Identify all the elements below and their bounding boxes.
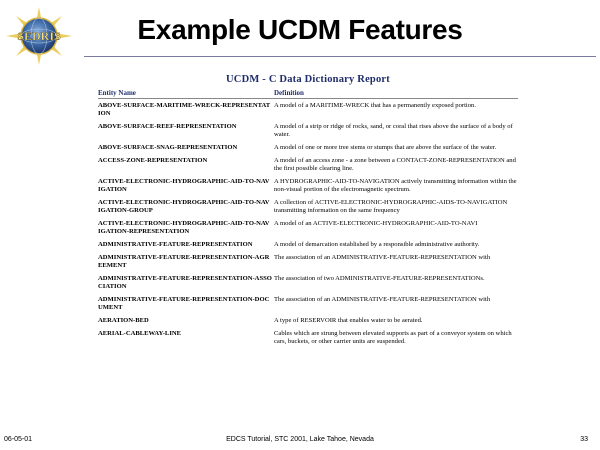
table-row <box>98 296 518 312</box>
entity-name-cell: ABOVE-SURFACE-SNAG-REPRESENTATION <box>98 144 238 151</box>
title-divider <box>84 56 596 57</box>
footer-page-number: 33 <box>580 436 588 443</box>
entity-name-cell: ACTIVE-ELECTRONIC-HYDROGRAPHIC-AID-TO-NAVIGATION-REPRESENTATION <box>98 220 270 235</box>
entity-name-cell: AERATION-BED <box>98 317 149 324</box>
logo-text: SEDRIS <box>17 29 61 43</box>
report-rows <box>98 102 518 346</box>
table-row <box>98 220 518 236</box>
table-row <box>98 157 518 173</box>
definition-cell: The association of an ADMINISTRATIVE-FEATURE-REPRESENTATION with <box>274 296 491 303</box>
column-header-entity-name: Entity Name <box>98 89 136 97</box>
report-title: UCDM - C Data Dictionary Report <box>226 74 390 85</box>
definition-cell: A model of one or more tree stems or stumps that are above the surface of the water. <box>274 144 497 151</box>
entity-name-cell: ACTIVE-ELECTRONIC-HYDROGRAPHIC-AID-TO-NAVIGATION-GROUP <box>98 199 270 214</box>
definition-cell: A type of RESERVOIR that enables water to be aerated. <box>274 317 423 324</box>
definition-cell: A collection of ACTIVE-ELECTRONIC-HYDROGRAPHIC-AIDS-TO-NAVIGATION transmitting information on the same frequency <box>274 199 508 214</box>
entity-name-cell: ADMINISTRATIVE-FEATURE-REPRESENTATION <box>98 241 253 248</box>
definition-cell: A model of an ACTIVE-ELECTRONIC-HYDROGRAPHIC-AID-TO-NAVI <box>274 220 478 227</box>
definition-cell: Cables which are strung between elevated supports as part of a conveyor system on which cars, buckets, or other carrier units are suspended. <box>274 330 512 345</box>
table-row <box>98 144 518 152</box>
report-column-headers <box>98 89 518 97</box>
entity-name-cell: ADMINISTRATIVE-FEATURE-REPRESENTATION-AGREEMENT <box>98 254 270 269</box>
definition-cell: The association of two ADMINISTRATIVE-FEATURE-REPRESENTATIONs. <box>274 275 485 282</box>
entity-name-cell: ABOVE-SURFACE-REEF-REPRESENTATION <box>98 123 237 130</box>
header-divider <box>98 98 518 99</box>
footer-event: EDCS Tutorial, STC 2001, Lake Tahoe, Nevada <box>226 436 374 443</box>
entity-name-cell: ACCESS-ZONE-REPRESENTATION <box>98 157 208 164</box>
table-row <box>98 199 518 215</box>
table-row <box>98 317 518 325</box>
entity-name-cell: ADMINISTRATIVE-FEATURE-REPRESENTATION-ASSOCIATION <box>98 275 272 290</box>
column-header-definition: Definition <box>274 89 304 97</box>
table-row <box>98 102 518 118</box>
definition-cell: A model of a strip or ridge of rocks, sand, or coral that rises above the surface of a body of water. <box>274 123 513 138</box>
table-row <box>98 275 518 291</box>
table-row <box>98 254 518 270</box>
definition-cell: A model of a MARITIME-WRECK that has a permanently exposed portion. <box>274 102 476 109</box>
footer-date: 06-05-01 <box>4 436 33 443</box>
entity-name-cell: AERIAL-CABLEWAY-LINE <box>98 330 182 337</box>
table-row <box>98 178 518 194</box>
data-dictionary-report <box>98 74 518 351</box>
definition-cell: A HYDROGRAPHIC-AID-TO-NAVIGATION actively transmitting information within the non-visual portion of the electromagnetic spectrum. <box>274 178 517 193</box>
entity-name-cell: ADMINISTRATIVE-FEATURE-REPRESENTATION-DOCUMENT <box>98 296 270 311</box>
slide-title: Example UCDM Features <box>137 14 463 45</box>
definition-cell: A model of demarcation established by a responsible administrative authority. <box>274 241 480 248</box>
definition-cell: A model of an access zone - a zone between a CONTACT-ZONE-REPRESENTATION and the first possible clearing line. <box>274 157 516 172</box>
entity-name-cell: ABOVE-SURFACE-MARITIME-WRECK-REPRESENTATION <box>98 102 271 117</box>
table-row <box>98 330 518 346</box>
definition-cell: The association of an ADMINISTRATIVE-FEATURE-REPRESENTATION with <box>274 254 491 261</box>
table-row <box>98 123 518 139</box>
table-row <box>98 241 518 249</box>
entity-name-cell: ACTIVE-ELECTRONIC-HYDROGRAPHIC-AID-TO-NAVIGATION <box>98 178 270 193</box>
